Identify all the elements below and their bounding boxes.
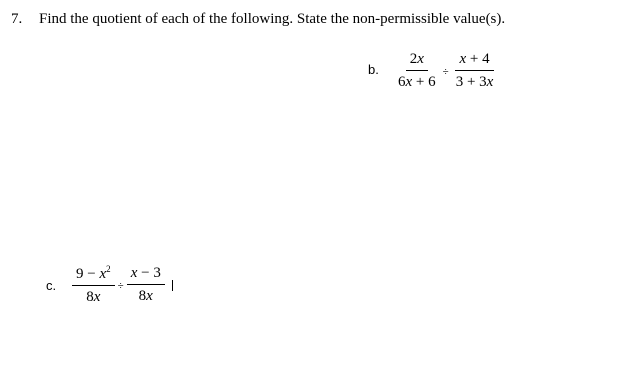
part-b-label: b. — [368, 62, 379, 77]
text-cursor — [172, 280, 173, 291]
fraction-numerator: x − 3 — [127, 266, 165, 285]
part-c-fraction-1 — [72, 265, 115, 305]
fraction-numerator: $9 - x^2$ — [72, 265, 115, 286]
part-c-expression — [72, 265, 165, 305]
fraction-denominator: 8x — [138, 288, 153, 304]
part-b-expression — [394, 52, 497, 90]
fraction-numerator: x + 4 — [455, 52, 493, 71]
fraction-denominator: 3 + 3x — [455, 74, 494, 90]
part-c-fraction-2 — [127, 266, 165, 304]
question-number: 7. — [11, 11, 23, 27]
part-c-label: c. — [46, 278, 57, 293]
fraction-denominator: 8x — [86, 289, 101, 305]
division-operator: ÷ — [442, 66, 449, 78]
question-text: Find the quotient of each of the following. State the non-permissible value(s). — [39, 11, 506, 27]
part-b-fraction-1 — [394, 52, 440, 90]
division-operator: ÷ — [117, 280, 124, 292]
question-7 — [11, 11, 505, 28]
part-b-fraction-2 — [452, 52, 498, 90]
fraction-denominator: 6x + 6 — [398, 74, 436, 90]
fraction-numerator: 2x — [406, 52, 428, 71]
